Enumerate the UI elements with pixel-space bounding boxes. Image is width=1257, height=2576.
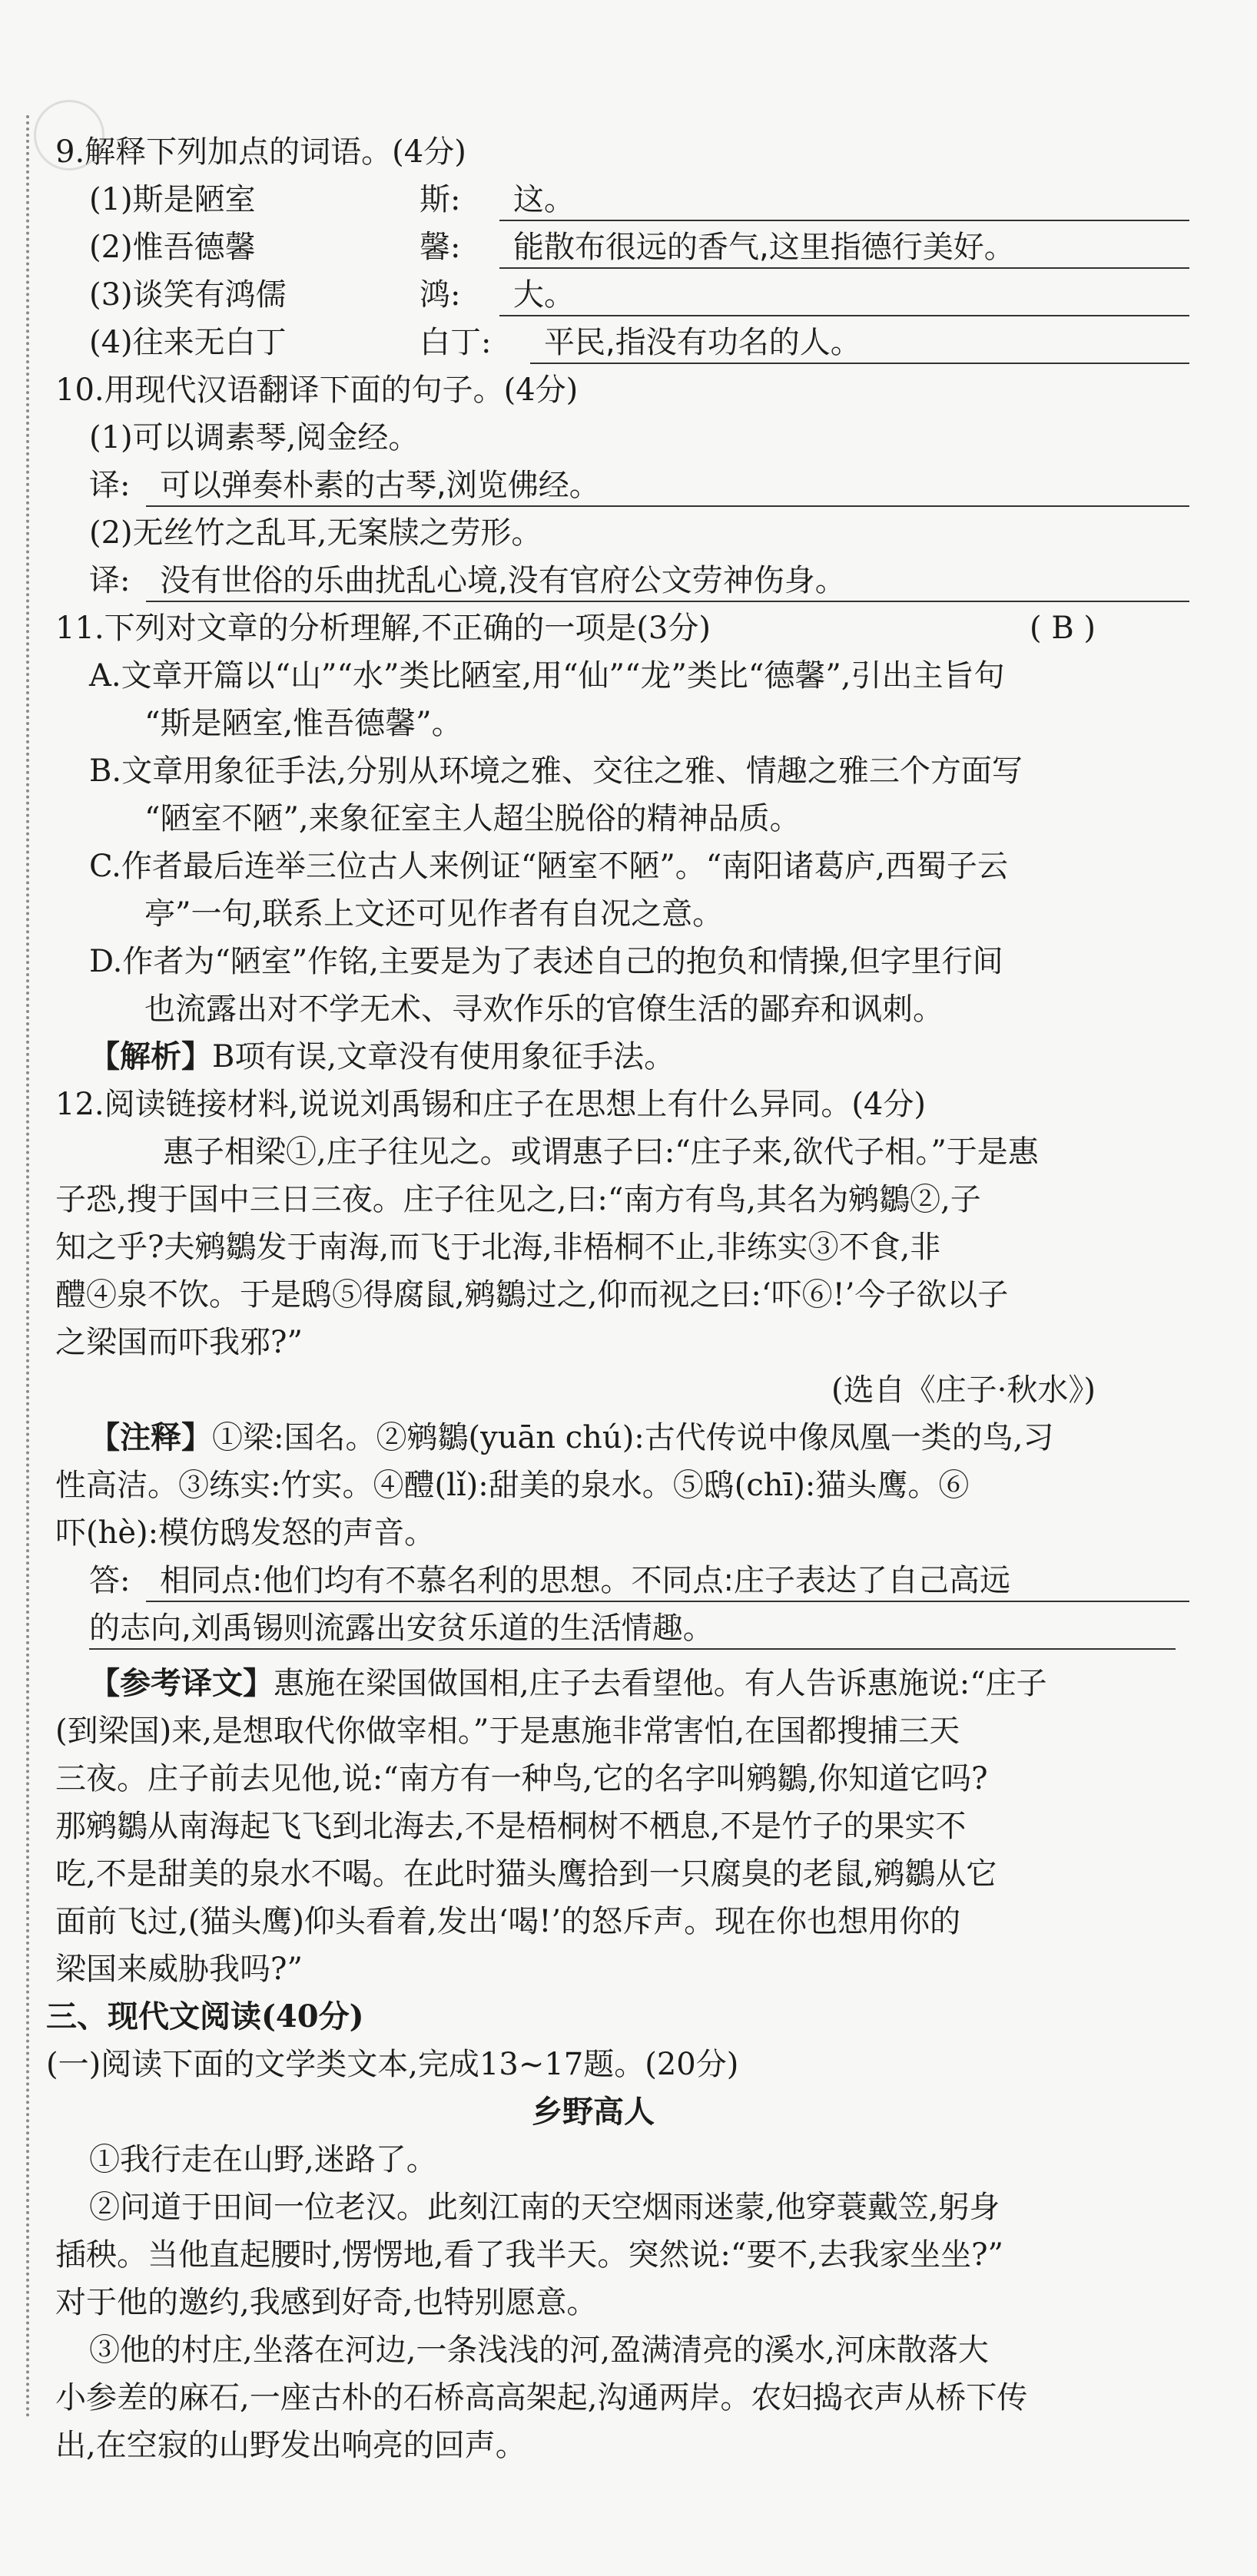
q10-answer-2: 没有世俗的乐曲扰乱心境,没有官府公文劳神伤身。: [146, 561, 1189, 602]
q12-answer-line-2: 的志向,刘禹锡则流露出安贫乐道的生活情趣。: [89, 1608, 1176, 1650]
q12-notes-line-1: [89, 1418, 1054, 1458]
q9-item-2-word: 馨:: [420, 230, 461, 265]
section3-title: 三、现代文阅读(40分): [46, 1998, 364, 2035]
q10-translation-label-1: 译:: [89, 468, 131, 503]
story-para-2-line2: 插秧。当他直起腰时,愣愣地,看了我半天。突然说:“要不,去我家坐坐?”: [55, 2237, 1003, 2273]
q12-title: 12.阅读链接材料,说说刘禹锡和庄子在思想上有什么异同。(4分): [55, 1087, 926, 1122]
q9-item-4-answer: 平民,指没有功名的人。: [530, 323, 1189, 364]
q10-sentence-2: (2)无丝竹之乱耳,无案牍之劳形。: [89, 515, 542, 551]
q12-source: (选自《庄子·秋水》): [831, 1372, 1096, 1408]
q9-item-3-answer: 大。: [499, 275, 1189, 316]
q10-sentence-1: (1)可以调素琴,阅金经。: [89, 420, 420, 455]
story-para-2-line1: ②问道于田间一位老汉。此刻江南的天空烟雨迷蒙,他穿蓑戴笠,躬身: [89, 2190, 1000, 2225]
q11-analysis-tag: 【解析】: [89, 1038, 212, 1074]
q12-translation-line-1: [89, 1664, 1047, 1704]
q12-passage-line-5: 之梁国而吓我邪?”: [55, 1325, 303, 1360]
q12-translation-line-3: 三夜。庄子前去见他,说:“南方有一种鸟,它的名字叫鹓鶵,你知道它吗?: [55, 1761, 988, 1796]
q9-item-1-answer: 这。: [499, 180, 1189, 221]
q9-item-4-word: 白丁:: [420, 325, 492, 360]
q12-translation-line-2: (到梁国)来,是想取代你做宰相。”于是惠施非常害怕,在国都搜捕三天: [55, 1713, 960, 1749]
q12-translation-line-6: 面前飞过,(猫头鹰)仰头看着,发出‘喝!’的怒斥声。现在你也想用你的: [55, 1904, 961, 1939]
q12-answer-line-1: 相同点:他们均有不慕名利的思想。不同点:庄子表达了自己高远: [146, 1561, 1189, 1602]
q11-title: 11.下列对文章的分析理解,不正确的一项是(3分): [55, 611, 711, 646]
q9-item-3-phrase: (3)谈笑有鸿儒: [89, 277, 287, 313]
story-title: 乡野高人: [532, 2094, 655, 2130]
story-para-1: ①我行走在山野,迷路了。: [89, 2142, 437, 2177]
q12-translation-line-7: 梁国来威胁我吗?”: [55, 1952, 303, 1987]
section3-subtitle: (一)阅读下面的文学类文本,完成13~17题。(20分): [46, 2047, 739, 2082]
q10-translation-label-2: 译:: [89, 563, 131, 598]
q11-option-b-line1: B.文章用象征手法,分别从环境之雅、交往之雅、情趣之雅三个方面写: [89, 753, 1023, 789]
q9-item-2-phrase: (2)惟吾德馨: [89, 230, 256, 265]
story-para-3-line1: ③他的村庄,坐落在河边,一条浅浅的河,盈满清亮的溪水,河床散落大: [89, 2333, 989, 2368]
q12-notes-line-3: 吓(hè):模仿鸱发怒的声音。: [55, 1515, 436, 1551]
q12-answer-label: 答:: [89, 1563, 131, 1598]
binding-dotted-line: [26, 115, 29, 2419]
q9-item-1-phrase: (1)斯是陋室: [89, 182, 256, 217]
q9-item-3-word: 鸿:: [420, 277, 461, 313]
q12-translation-line-5: 吃,不是甜美的泉水不喝。在此时猫头鹰拾到一只腐臭的老鼠,鹓鶵从它: [55, 1856, 997, 1892]
q9-item-2-answer: 能散布很远的香气,这里指德行美好。: [499, 227, 1189, 269]
q12-passage-line-3: 知之乎?夫鹓鶵发于南海,而飞于北海,非梧桐不止,非练实③不食,非: [55, 1230, 941, 1265]
q12-passage-line-1: 惠子相梁①,庄子往见之。或谓惠子曰:“庄子来,欲代子相。”于是惠: [163, 1134, 1039, 1170]
q11-option-b-line2: “陋室不陋”,来象征室主人超尘脱俗的精神品质。: [144, 801, 801, 836]
q10-title: 10.用现代汉语翻译下面的句子。(4分): [55, 372, 579, 408]
q12-translation-line-4: 那鹓鶵从南海起飞飞到北海去,不是梧桐树不栖息,不是竹子的果实不: [55, 1809, 967, 1844]
q11-option-d-line1: D.作者为“陋室”作铭,主要是为了表述自己的抱负和情操,但字里行间: [89, 944, 1003, 979]
story-para-3-line2: 小参差的麻石,一座古朴的石桥高高架起,沟通两岸。农妇捣衣声从桥下传: [55, 2380, 1028, 2415]
q12-translation-tag: 【参考译文】: [89, 1665, 274, 1701]
q11-option-d-line2: 也流露出对不学无术、寻欢作乐的官僚生活的鄙弃和讽刺。: [144, 992, 944, 1027]
story-para-2-line3: 对于他的邀约,我感到好奇,也特别愿意。: [55, 2285, 598, 2320]
q11-answer-bracket: ( B ): [1030, 611, 1096, 646]
q11-option-a-line2: “斯是陋室,惟吾德馨”。: [144, 706, 463, 741]
q12-notes-line-2: 性高洁。③练实:竹实。④醴(lǐ):甜美的泉水。⑤鸱(chī):猫头鹰。⑥: [55, 1468, 970, 1503]
q12-translation-text-1: 惠施在梁国做国相,庄子去看望他。有人告诉惠施说:“庄子: [274, 1666, 1047, 1701]
q12-passage-line-2: 子恐,搜于国中三日三夜。庄子往见之,曰:“南方有鸟,其名为鹓鶵②,子: [55, 1182, 981, 1217]
q12-notes-tag: 【注释】: [89, 1419, 212, 1455]
q11-analysis: [89, 1037, 675, 1077]
story-para-3-line3: 出,在空寂的山野发出响亮的回声。: [55, 2428, 526, 2463]
q12-passage-line-4: 醴④泉不饮。于是鸱⑤得腐鼠,鹓鶵过之,仰而视之曰:‘吓⑥!’今子欲以子: [55, 1277, 1009, 1313]
q9-item-1-word: 斯:: [420, 182, 461, 217]
q12-notes-text-1: ①梁:国名。②鹓鶵(yuān chú):古代传说中像凤凰一类的鸟,习: [212, 1420, 1054, 1455]
q11-option-a-line1: A.文章开篇以“山”“水”类比陋室,用“仙”“龙”类比“德馨”,引出主旨句: [89, 658, 1005, 694]
q11-option-c-line2: 亭”一句,联系上文还可见作者有自况之意。: [144, 896, 724, 932]
q11-option-c-line1: C.作者最后连举三位古人来例证“陋室不陋”。“南阳诸葛庐,西蜀子云: [89, 849, 1008, 884]
q10-answer-1: 可以弹奏朴素的古琴,浏览佛经。: [146, 465, 1189, 507]
q9-title: 9.解释下列加点的词语。(4分): [55, 134, 466, 170]
q11-analysis-text: B项有误,文章没有使用象征手法。: [212, 1039, 675, 1074]
q9-item-4-phrase: (4)往来无白丁: [89, 325, 287, 360]
